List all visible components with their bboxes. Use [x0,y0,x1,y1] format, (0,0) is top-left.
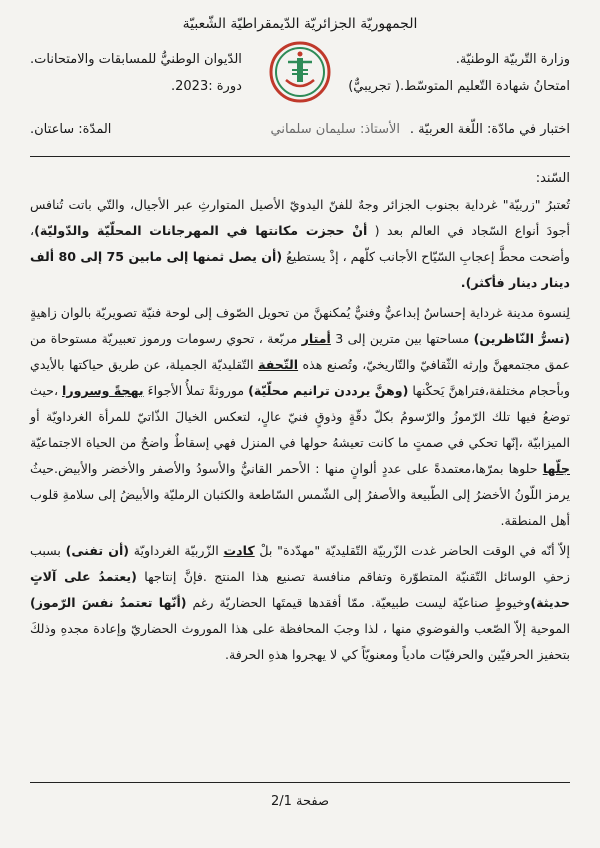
text-paragraph-3 [30,538,570,668]
p2-seg-0: لِنسوة مدينة غرداية إحساسٌ إبداعيٌّ وفنيٌّ يُمكنهنَّ من تحويل الصّوف إلى لوحة فنيّة تصويريّة بالوان زاهيةٍ [30,305,570,320]
exam-title: امتحانُ شهادة التّعليم المتوسّط.( تجريبيٌّ) [348,79,570,94]
p3-bold-vanish: (أن تفنى) [65,543,130,558]
p1-seg-0: تُعتبرُ "زربيّة" غرداية بجنوب الجزائر وجهٌ للفنّ اليدويّ الأصيل المتوارثِ عبر الأجيال، والتّي باتت تُنافس أجودَ أنواع السّجاد في العالم بعد ( [30,197,570,238]
p2-underline-masterpiece: التّحفة [258,357,299,372]
p3-seg-6: وخيوطٍ صناعيّة ليست طبيعيّة. ممّا أفقدها قيمتَها الحضاريّة رغم [186,595,531,610]
p1-seg-2: ، وأضحت محطَّ إعجابِ السّيّاح الأجانب كلّهم ، إذْ يستطيعُ [30,223,570,264]
p2-seg-10: ،حيث توضعُ فيها تلك الرّموزُ والرّسومُ بكلّ دقّةٍ وذوقٍ فنيّ عالٍ، لتعكس الخيالَ الذّاتيّ للمرأة الغرداويّة أو الميزابيّة ،إنّها تحكي في صمتٍ ما كانت تعيشهُ حولها في المنزل فهي إسقاطٌ واضحٌ من الحياة الاجتماعيّة [30,383,570,450]
header-right-block [348,46,570,100]
republic-title: الجمهوريّة الجزائريّة الدّيمقراطيّة الشّعبيّة [182,16,418,32]
sanad-heading: السّند: [535,171,570,186]
p2-bold-chants: (وهنَّ يرددن ترانيم محلّيّة) [248,383,409,398]
p3-bold-symbols: (أنّها تعتمدُ نفسَ الرّموز) [30,595,187,610]
p2-seg-12: حلوها بمرّها،معتمدةً على عددٍ ألوانٍ منها : الأحمر القانيُّ والأسودُ والأصفر والأخضر والأبيض.حيثُ يرمز اللّونُ الأخضرُ إلى الطّبيعة والأصفرُ إلى الشّمس السّاطعة والكثبان الرمليّة والأبيضُ إلى سلامةِ قلوب أهل المنطقة. [30,461,570,528]
p2-seg-6: التّقليديّة الجميلة، عن طريق حياكتها بالأيدي وبأحجام مختلفة،فتراهنَّ يَحكْنها [30,357,570,398]
exam-duration: المدّة: ساعتان. [30,122,112,137]
p3-seg-2: الزّربيّة الغرداويّة [129,543,224,558]
header-divider [30,156,570,157]
p2-seg-4: مربّعة ، تحوي رسومات ورموز تعبيريّة مستوحاة من عمق مجتمعهنَّ وإرثه الثّقافيّ والتّاريخيّ، وتُصنع هذه [30,331,570,372]
text-paragraph-1 [30,192,570,296]
exam-session: دورة :2023. [171,79,242,94]
office-emblem-icon [268,40,332,104]
teacher-name: الأستاذ: سليمان سلماني [270,122,400,137]
office-name: الدّيوان الوطنيُّ للمسابقات والامتحانات. [30,52,242,67]
p3-seg-4: بسبب زحفِ الوسائل التّقنيّة المتطوّرة وتفاقم منافسة تصنيع هذا المنتج .فإنَّ إنتاجها [30,543,570,584]
p2-seg-2: مساحتها بين مترين إلى 3 [330,331,474,346]
p3-bold-machines: (يعتمدُ على آلاتٍ حديثة) [30,569,570,610]
p3-underline-almost: كادت [223,543,255,558]
exam-header [30,40,570,110]
p2-bold-viewers: (تسرُّ النّاظرين) [473,331,570,346]
exam-info-row [30,122,570,148]
p3-seg-8: الموحية إلاّ الصّعب والفوضوي منها ، لذا وجبَ المحافظة على هذا الموروث الحضاريّ وإعادة مجدهِ وذلكَ بتحفيز الحرفيّين والحرفيّات مادياً ومعنويّاً كي لا يهجروا هذهِ الحرفة. [30,621,570,662]
footer-divider [30,782,570,783]
p3-seg-0: إلاّ أنّه في الوقت الحاضر غدت الزّربيّة التّقليديّة "مهدّدة" بلْ [254,543,570,558]
ministry-name: وزارة التّربيّة الوطنيّة. [455,52,570,67]
p2-underline-meters: أمتار [301,331,331,346]
p2-seg-8: موروثةً تملأُ الأجواءَ [143,383,249,398]
p2-underline-most: جلّها [542,461,570,476]
exam-subject: اختبار في مادّة: اللّغة العربيّة . [409,122,570,137]
page-number: صفحة 2/1 [270,794,330,809]
header-left-block [30,46,242,100]
p1-bold-price: (أن يصل ثمنها إلى مابين 75 إلى 80 ألف دينار دينار فأكثر). [30,249,570,290]
text-paragraph-2 [30,300,570,534]
p1-bold-festivals: أنْ حجزت مكانتها في المهرجانات المحلّيّة والدّوليّة) [34,223,368,238]
p2-underline-joy: بهجةً وسرورا [62,383,144,398]
